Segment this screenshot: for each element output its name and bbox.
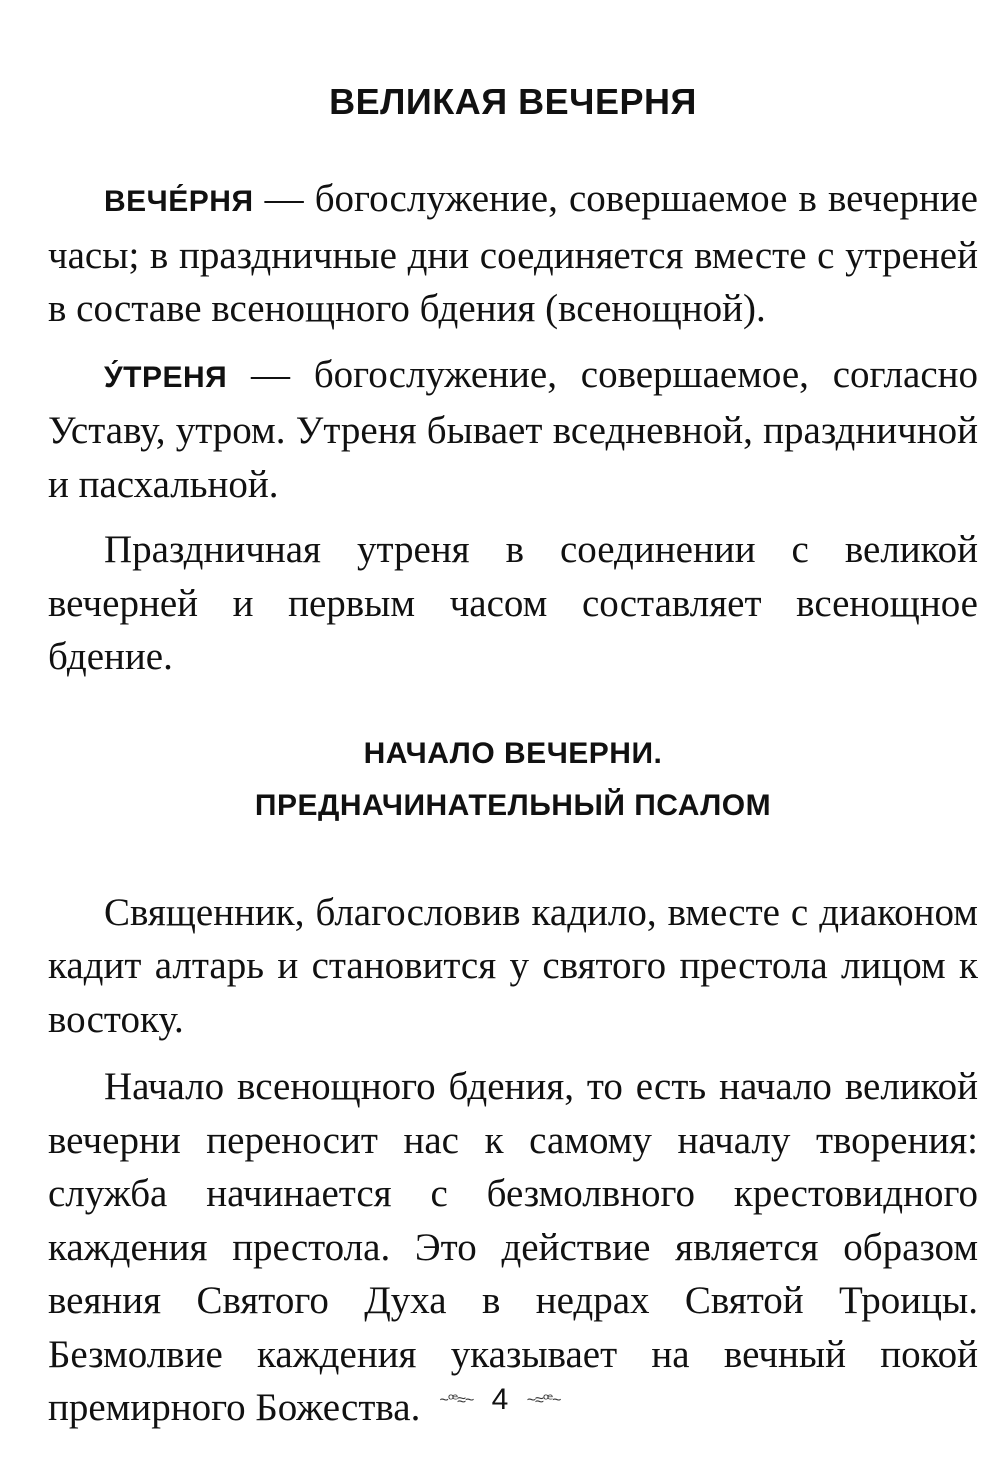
paragraph-priest: Священник, благословив кадило, вместе с диаконом кадит алтарь и становится у святого престола лицом к востоку. [48, 890, 978, 1041]
definition-matins [48, 348, 978, 512]
page-content [48, 0, 978, 1435]
paragraph-vigil: Праздничная утреня в соединении с великой вечерней и первым часом составляет всенощное бдение. [48, 528, 978, 678]
term-vespers: ВЕЧЕ́РНЯ [104, 185, 254, 218]
ornament-left-icon: ~ꟹ≈~ [439, 1392, 474, 1410]
definition-vespers-text: — богослужение, совершаемое в вечерние часы; в праздничные дни соединяется вместе с утреней в составе всенощного бдения (всенощной). [48, 177, 978, 330]
section-title-line1: НАЧАЛО ВЕЧЕРНИ. [363, 736, 663, 770]
term-matins: У́ТРЕНЯ [104, 360, 228, 394]
section-title-line2: ПРЕДНАЧИНАТЕЛЬНЫЙ ПСАЛОМ [254, 788, 772, 822]
paragraph-beginning: Начало всенощного бдения, то есть начало великой вечерни переносит нас к самому началу творения: служба начинается с безмолвного крестовидного каждения престола. Это действие является образом веяния Святого Духа в недрах Святой Троицы. Безмолвие каждения указывает на вечный покой премирного Божества. [48, 1065, 978, 1429]
page-footer [0, 1380, 1000, 1421]
page-title: ВЕЛИКАЯ ВЕЧЕРНЯ [329, 81, 697, 122]
ornament-right-icon: ~≈ꟹ~ [526, 1392, 561, 1410]
definition-matins-text: — богослужение, совершаемое, согласно Уставу, утром. Утреня бывает вседневной, праздничной и пасхальной. [48, 352, 978, 506]
section-title [48, 728, 978, 832]
definition-vespers [48, 172, 978, 336]
page-number: 4 [491, 1383, 509, 1416]
